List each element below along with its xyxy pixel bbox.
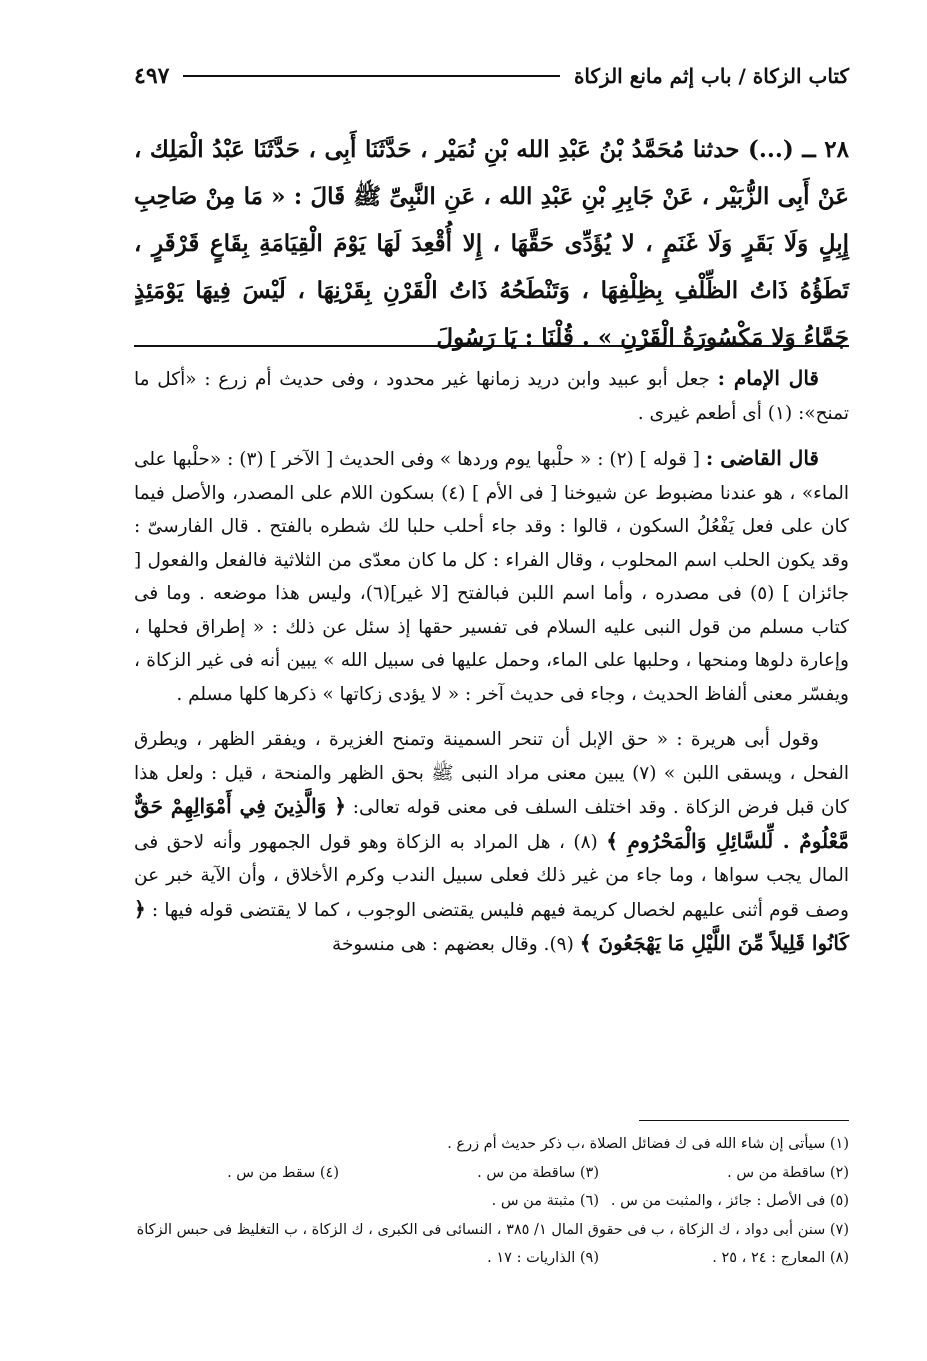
commentary-text-imam: جعل أبو عبيد وابن دريد زمانها غير محدود ، وفى حديث أم زرع : «أكل ما تمنح»: (١) أى أطعم غيرى . [134,369,849,424]
quran-verse-2: ﴿ كَانُوا قَلِيلاً مِّنَ اللَّيْلِ مَا يَهْجَعُونَ ﴾ [134,896,849,955]
footnotes [134,1130,849,1273]
footnote-row [134,1187,849,1216]
footnote-5: (٥) فى الأصل : جائز ، والمثبت من س . [610,1193,849,1209]
footnote-1: (١) سيأتى إن شاء الله فى ك فضائل الصلاة ،ب ذكر حديث أم زرع . [447,1136,849,1152]
footnote-9: (٩) الذاريات : ١٧ . [487,1250,599,1266]
commentary-paragraph-imam [134,362,849,430]
commentary-text-part1: وقول أبى هريرة : « حق الإبل أن تنحر السمينة وتمنح الغزيرة ، ويفقر الظهر ، ويطرق الفحل ، ويسقى اللبن » (٧) يبين معنى مراد النبى ﷺ بحق الظهر والمنحة ، قيل : ولعل هذا كان قبل فرض الزكاة . وقد اختلف السلف فى معنى قوله تعالى: [134,729,849,818]
footnote-3: (٣) ساقطة من س . [477,1164,599,1181]
page-number: ٤٩٧ [134,63,170,89]
quran-verse-1: ﴿ وَالَّذِينَ فِي أَمْوَالِهِمْ حَقٌّ مَّعْلُومٌ . لِّلسَّائِلِ وَالْمَحْرُومِ ﴾ [134,794,850,853]
footnote-7: (٧) سنن أبى دواد ، ك الزكاة ، ب فى حقوق المال ١/ ٣٨٥ ، النسائى فى الكبرى ، ك الزكاة ، ب التغليظ فى حبس الزكاة [136,1221,849,1238]
commentary-text-qadi: [ قوله ] (٢) : « حلْبها يوم وردها » وفى الحديث [ الآخر ] (٣) : «حلْبها على الماء» ، هو عندنا مضبوط عن شيوخنا [ فى الأم ] (٤) بسكون اللام على المصدر، والأصل فيما كان على فعل يَفْعُلُ السكون ، قالوا : وقد جاء أحلب حلبا لك شطره بالفتح . قال الفارسىّ : وقد يكون الحلب اسم المحلوب ، وقال الفراء : كل ما كان معدّى من الثلاثية فالفعل والفعول [ جائزان ] (٥) فى مصدره ، وأما اسم اللبن فبالفتح [لا غير](٦)، وليس هذا موضعه . وما فى كتاب مسلم من قول النبى عليه السلام فى تفسير حقها إذ سئل عن ذلك : « إطراق فحلها ، وإعارة دلوها ومنحها ، وحلبها على الماء، وحمل عليها فى سبيل الله » يبين أنه فى غير الزكاة ، ويفسّر معنى ألفاظ الحديث ، وجاء فى حديث آخر : « لا يؤدى زكاتها » ذكرها كلها مسلم . [134,449,850,705]
speaker-imam: قال الإمام : [717,366,819,390]
commentary-text-part3: (٩). وقال بعضهم : هى منسوخة [332,934,580,955]
running-header [134,58,849,94]
footnote-4: (٤) سقط من س . [227,1164,339,1181]
footnote-row [134,1130,849,1159]
commentary-text-part2: (٨) ، هل المراد به الزكاة وهو قول الجمهور وأنه لاحق فى المال يجب سواها ، وما جاء من غير ذلك فعلى سبيل الندب وكرم الأخلاق ، وأن الآية خبر عن وصف قوم أثنى عليهم لخصال كريمة فيهم فليس يقتضى الوجوب ، كما لا يقتضى قوله فيها : [134,831,849,921]
hadith-text: ٢٨ ــ (...) حدثنا مُحَمَّدُ بْنُ عَبْدِ الله بْنِ نُمَيْر ، حَدَّثَنَا أَبِى ، حَدَّثَنَا عَبْدُ الْمَلِك ، عَنْ أَبِى الزُّبَيْر ، عَنْ جَابِرِ بْنِ عَبْدِ الله ، عَنِ النَّبِىِّ ﷺ قَالَ : « مَا مِنْ صَاحِبِ إِبِلٍ وَلَا بَقَرٍ وَلَا غَنَمٍ ، لا يُؤَدِّى حَقَّهَا ، إِلا أُقْعِدَ لَهَا يَوْمَ الْقِيَامَةِ بِقَاعٍ قَرْقَرٍ ، تَطَؤُهُ ذَاتُ الظِّلْفِ بِظِلْفِهَا ، وَتَنْطَحُهُ ذَاتُ الْقَرْنِ بِقَرْنِهَا ، لَيْسَ فِيهَا يَوْمَئِذٍ جَمَّاءُ وَلا مَكْسُورَةُ الْقَرْنِ » . قُلْنَا : يَا رَسُولَ [134,136,849,351]
footnote-row [134,1244,849,1273]
commentary [134,362,849,974]
header-title: كتاب الزكاة / باب إثم مانع الزكاة [573,64,849,88]
footnote-row [134,1159,849,1188]
speaker-qadi: قال القاضى : [705,446,819,470]
footnote-8: (٨) المعارج : ٢٤ ، ٢٥ . [712,1250,849,1266]
footnote-6: (٦) مثبتة من س . [491,1193,599,1209]
footnote-divider [639,1120,849,1121]
header-rule [183,75,559,77]
commentary-paragraph-abu-hurayra [134,723,849,962]
footnote-2: (٢) ساقطة من س . [727,1164,849,1181]
main-divider [134,345,849,347]
commentary-paragraph-qadi [134,442,849,711]
